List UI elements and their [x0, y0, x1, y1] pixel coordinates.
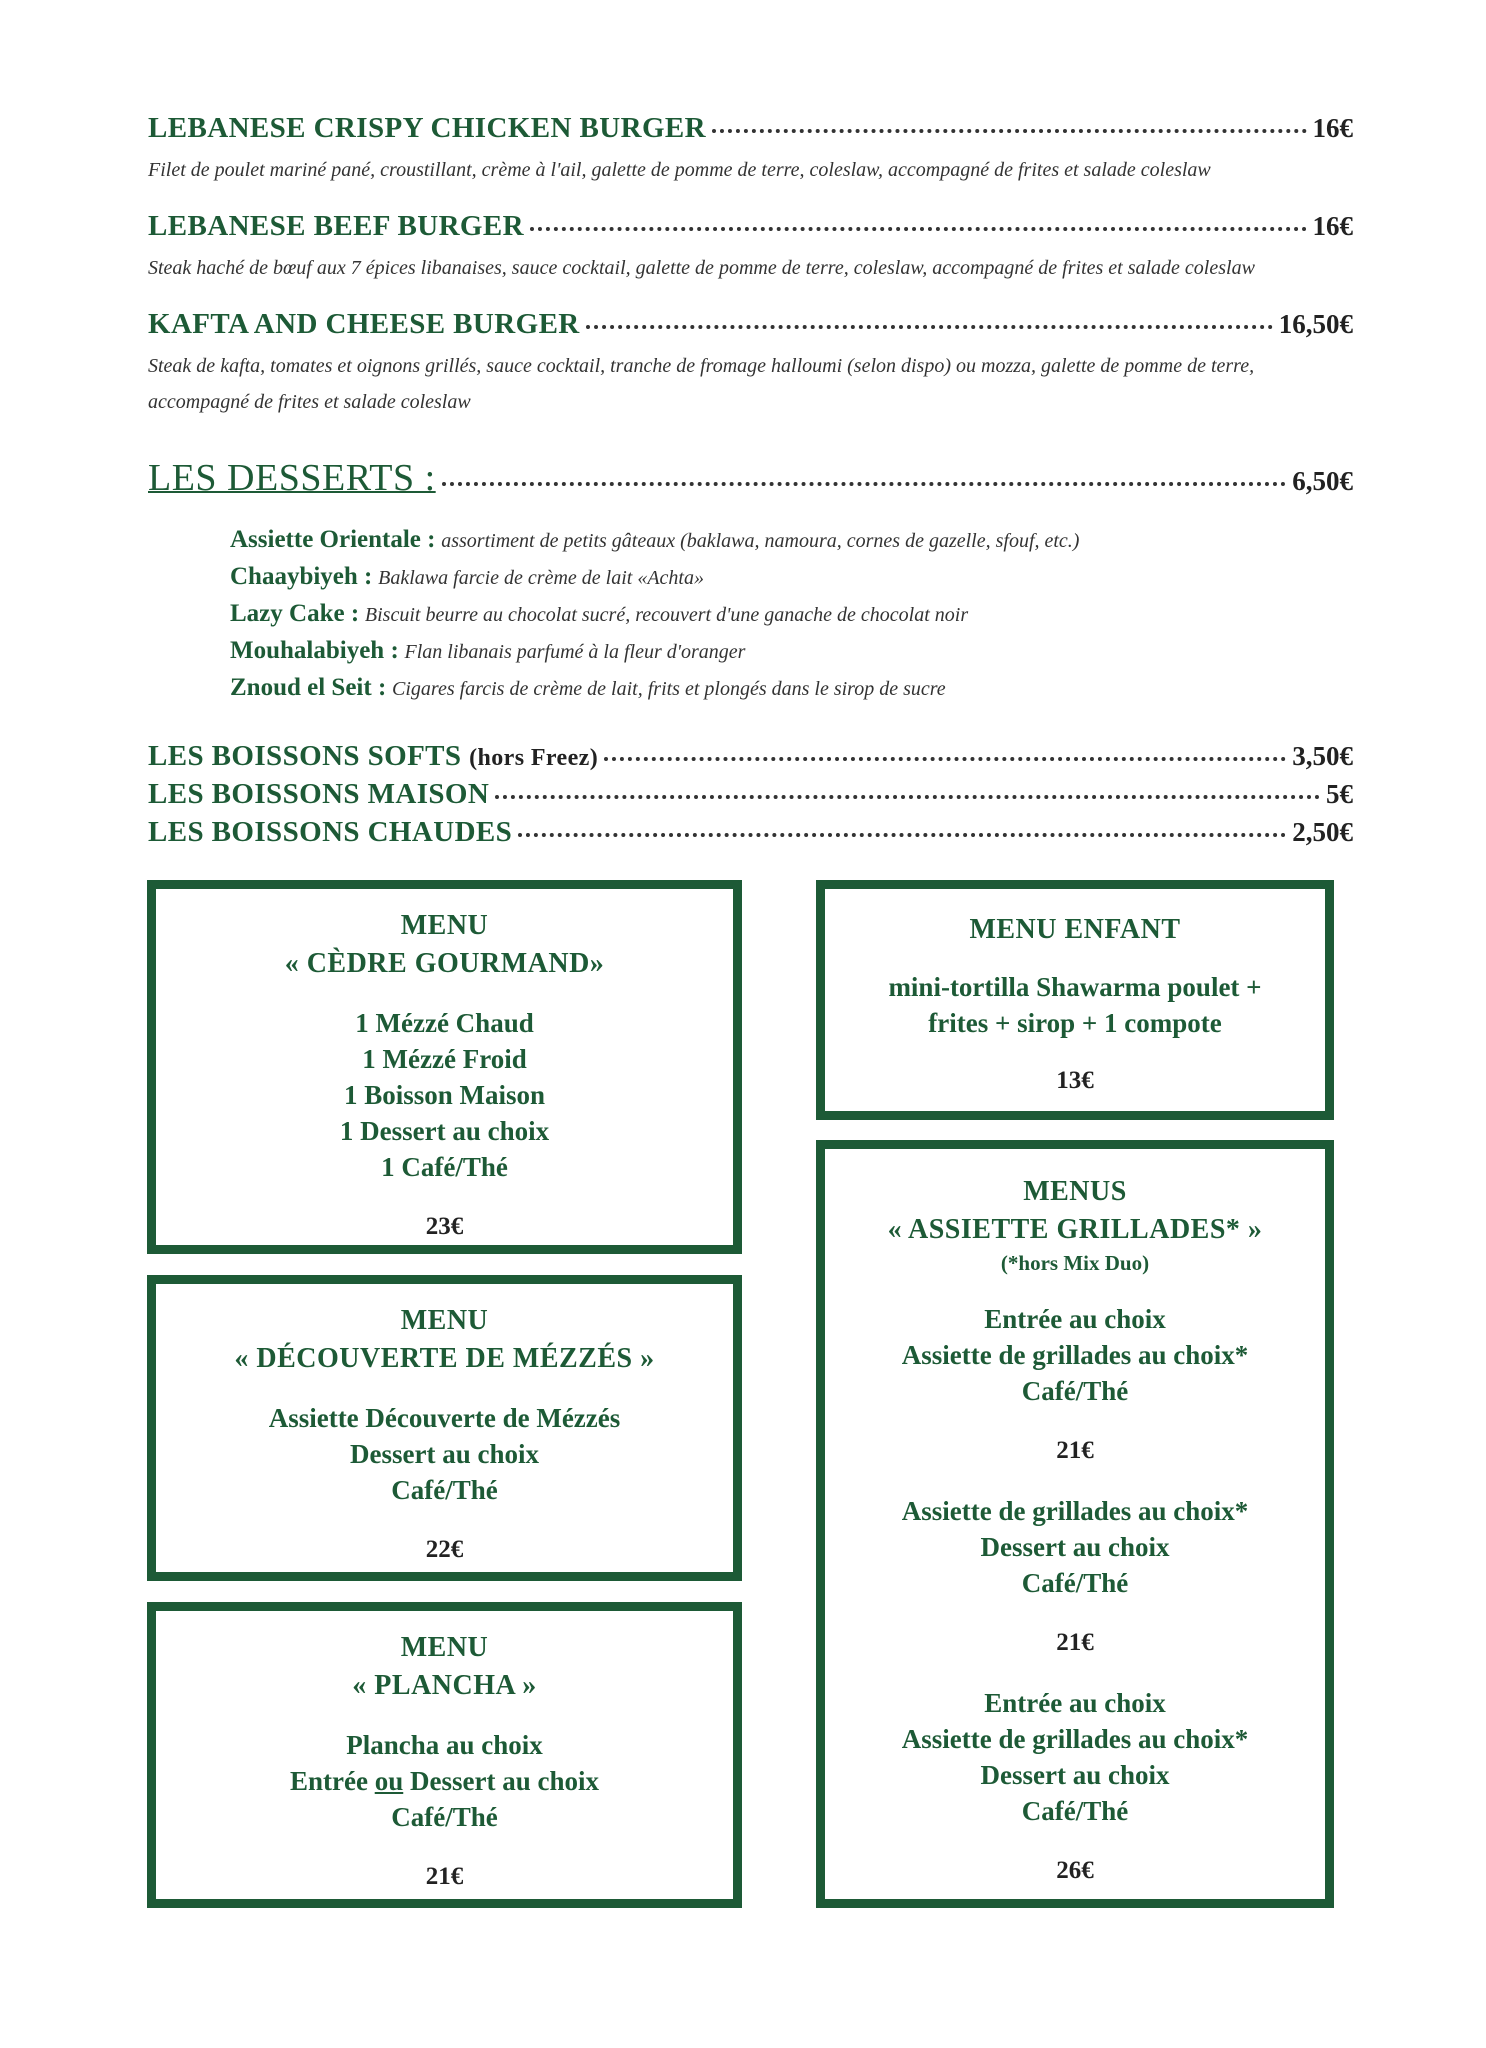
menu-item-crispy-chicken-burger	[148, 112, 1353, 145]
menu-price: 23€	[425, 1213, 464, 1240]
menu-line: Assiette de grillades au choix*	[901, 1340, 1249, 1370]
menu-line-part: Entrée	[290, 1766, 375, 1796]
menu-line: Café/Thé	[1021, 1376, 1129, 1406]
menu-assiette-grillades	[816, 1140, 1334, 1908]
section-price: 6,50€	[1292, 466, 1353, 496]
menu-line: Entrée au choix	[984, 1304, 1166, 1334]
menu-line: 1 Boisson Maison	[343, 1080, 546, 1110]
menu-line-part: Dessert au choix	[403, 1766, 599, 1796]
menu-line: 1 Mézzé Chaud	[355, 1008, 534, 1038]
menu-item-kafta-cheese-burger	[148, 308, 1353, 341]
menu-line: 1 Mézzé Froid	[362, 1044, 527, 1074]
menu-plancha	[147, 1602, 742, 1908]
menu-line: mini-tortilla Shawarma poulet +	[888, 972, 1262, 1002]
menu-enfant	[816, 880, 1334, 1120]
menu-title: MENU	[400, 1305, 489, 1336]
drink-price: 3,50€	[1292, 741, 1353, 771]
dessert-desc: Flan libanais parfumé à la fleur d'oranger	[404, 641, 746, 663]
drink-name: LES BOISSONS MAISON	[148, 778, 490, 810]
drink-name: LES BOISSONS CHAUDES	[148, 816, 513, 848]
desserts-heading	[148, 456, 1353, 500]
item-price: 16€	[1312, 211, 1353, 241]
item-description: Filet de poulet mariné pané, croustillant, crème à l'ail, galette de pomme de terre, coleslaw, accompagné de frites et salade coleslaw	[148, 159, 1211, 181]
menu-subtitle: « PLANCHA »	[352, 1670, 537, 1701]
dot-leader	[586, 325, 1273, 329]
dot-leader	[518, 833, 1286, 837]
drink-price: 5€	[1326, 779, 1353, 809]
list-item	[230, 633, 1079, 670]
dessert-name: Mouhalabiyeh :	[230, 637, 399, 664]
menu-subtitle: « ASSIETTE GRILLADES* »	[887, 1214, 1263, 1245]
menu-price: 26€	[1056, 1857, 1094, 1884]
drink-chaudes	[148, 816, 1353, 849]
dot-leader	[712, 129, 1306, 133]
dessert-name: Chaaybiyeh :	[230, 563, 373, 590]
menu-line: 1 Café/Thé	[381, 1152, 508, 1182]
menu-price: 21€	[1056, 1629, 1094, 1656]
item-price: 16,50€	[1278, 309, 1353, 339]
dessert-name: Lazy Cake :	[230, 600, 360, 627]
menu-line: Café/Thé	[391, 1475, 498, 1505]
dot-leader	[604, 757, 1286, 761]
menu-price: 21€	[425, 1863, 464, 1890]
menu-line: Café/Thé	[1021, 1796, 1129, 1826]
dessert-desc: Cigares farcis de crème de lait, frits et plongés dans le sirop de sucre	[392, 678, 946, 700]
dessert-list	[230, 522, 1079, 707]
menu-line: Café/Thé	[1021, 1568, 1129, 1598]
menu-decouverte-mezzes	[147, 1275, 742, 1581]
drink-note: (hors Freez)	[469, 745, 599, 771]
dot-leader	[442, 482, 1287, 486]
menu-line: Assiette Découverte de Mézzés	[268, 1403, 621, 1433]
section-title: LES DESSERTS :	[148, 457, 436, 499]
item-name: LEBANESE BEEF BURGER	[148, 210, 524, 242]
drink-softs	[148, 740, 1353, 773]
menu-title: MENU	[400, 1632, 489, 1663]
dessert-name: Assiette Orientale :	[230, 526, 436, 553]
menu-line: Entrée au choix	[984, 1688, 1166, 1718]
menu-line: Dessert au choix	[980, 1760, 1170, 1790]
menu-title: MENU	[400, 910, 489, 941]
list-item	[230, 559, 1079, 596]
menu-line: Assiette de grillades au choix*	[901, 1724, 1249, 1754]
item-price: 16€	[1312, 113, 1353, 143]
dot-leader	[530, 227, 1307, 231]
menu-line-underlined: ou	[374, 1766, 404, 1796]
menu-price: 22€	[425, 1536, 464, 1563]
menu-price: 13€	[1056, 1067, 1094, 1094]
menu-line: 1 Dessert au choix	[339, 1116, 550, 1146]
dessert-desc: Biscuit beurre au chocolat sucré, recouvert d'une ganache de chocolat noir	[364, 604, 969, 626]
drink-name: LES BOISSONS SOFTS	[148, 740, 462, 772]
list-item	[230, 670, 1079, 707]
menu-price: 21€	[1056, 1437, 1094, 1464]
dessert-desc: Baklawa farcie de crème de lait «Achta»	[378, 567, 704, 589]
menu-note: (*hors Mix Duo)	[1000, 1251, 1150, 1275]
menu-subtitle: « DÉCOUVERTE DE MÉZZÉS »	[234, 1343, 655, 1374]
item-name: LEBANESE CRISPY CHICKEN BURGER	[148, 112, 707, 144]
menu-line: frites + sirop + 1 compote	[928, 1008, 1222, 1038]
menu-line: Plancha au choix	[346, 1730, 543, 1760]
menu-line: Dessert au choix	[350, 1439, 539, 1469]
menu-line: Assiette de grillades au choix*	[901, 1496, 1249, 1526]
menu-line: Dessert au choix	[980, 1532, 1170, 1562]
drink-price: 2,50€	[1292, 817, 1353, 847]
menu-line	[156, 1763, 733, 1799]
list-item	[230, 596, 1079, 633]
drink-maison	[148, 778, 1353, 811]
dessert-desc: assortiment de petits gâteaux (baklawa, namoura, cornes de gazelle, sfouf, etc.)	[441, 530, 1080, 552]
menu-item-beef-burger	[148, 210, 1353, 243]
item-description: Steak haché de bœuf aux 7 épices libanaises, sauce cocktail, galette de pomme de terre, coleslaw, accompagné de frites et salade coleslaw	[148, 257, 1255, 279]
dot-leader	[495, 795, 1320, 799]
list-item	[230, 522, 1079, 559]
item-name: KAFTA AND CHEESE BURGER	[148, 308, 580, 340]
menu-line: Café/Thé	[391, 1802, 498, 1832]
item-description-line-2: accompagné de frites et salade coleslaw	[148, 391, 471, 413]
menu-title: MENU ENFANT	[969, 914, 1181, 945]
menu-title: MENUS	[1023, 1176, 1127, 1207]
menu-subtitle: « CÈDRE GOURMAND»	[284, 948, 605, 979]
item-description-line-1: Steak de kafta, tomates et oignons grillés, sauce cocktail, tranche de fromage halloumi (selon dispo) ou mozza, galette de pomme de terre,	[148, 355, 1255, 377]
dessert-name: Znoud el Seit :	[230, 674, 387, 701]
menu-cedre-gourmand	[147, 880, 742, 1254]
